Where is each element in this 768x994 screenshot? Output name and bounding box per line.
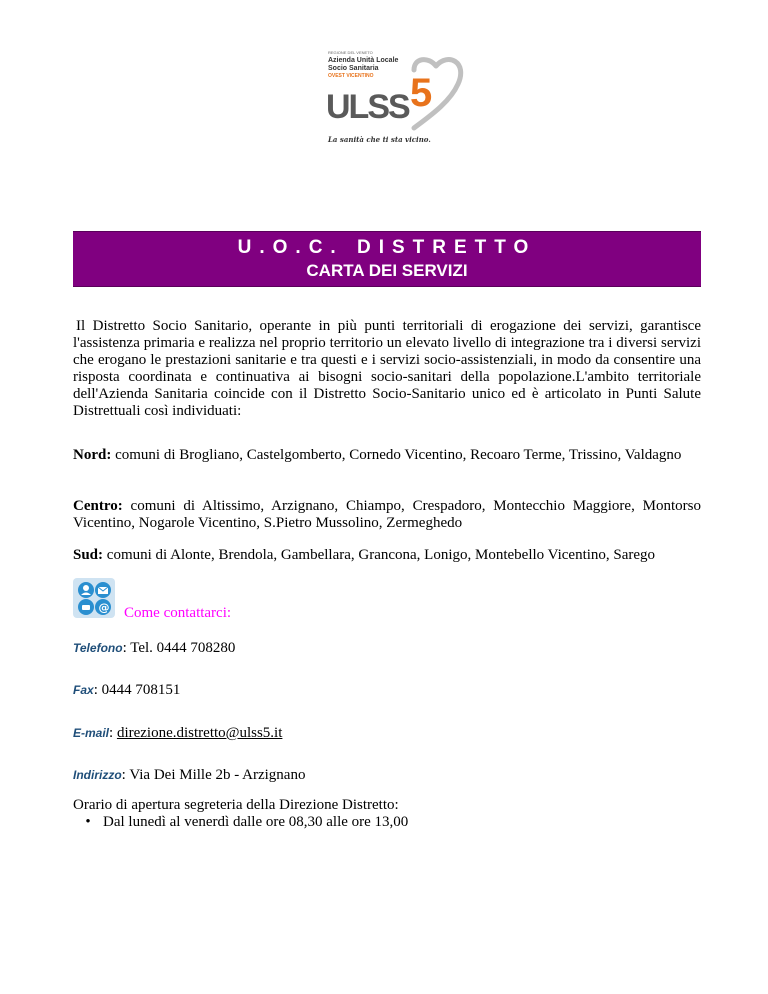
- address-row: [73, 767, 305, 784]
- intro-paragraph: Il Distretto Socio Sanitario, operante in più punti territoriali di erogazione dei servizi, garantisce l'assistenza primaria e realizza nel proprio territorio un elevato livello di integrazione tra i diversi servizi che erogano le prestazioni sanitarie e tra questi e i servizi socio-assistenziali, in modo da consentire una risposta coordinata e continuativa ai bisogni socio-sanitari della popolazione.L'ambito territoriale dell'Azienda Sanitaria coincide con il Distretto Socio-Sanitario unico ed è articolato in Punti Salute Distrettuali così individuati:: [73, 318, 701, 419]
- banner-subtitle: CARTA DEI SERVIZI: [306, 261, 468, 280]
- contact-heading-text: Come contattarci: [124, 605, 227, 621]
- hours-heading: Orario di apertura segreteria della Direzione Distretto:: [73, 797, 399, 813]
- email-row: [73, 725, 282, 742]
- logo-number: 5: [410, 71, 433, 115]
- svg-text:@: @: [98, 601, 110, 614]
- contact-heading: [124, 605, 231, 622]
- area-nord-label: Nord:: [73, 447, 112, 463]
- phone-row: [73, 640, 235, 657]
- email-sep: :: [109, 725, 117, 741]
- area-sud-label: Sud:: [73, 547, 104, 563]
- phone-label: Telefono: [73, 641, 123, 655]
- hours-list: [73, 814, 408, 831]
- address-value: : Via Dei Mille 2b - Arzignano: [121, 767, 306, 783]
- logo-brand: ULSS: [326, 88, 409, 126]
- area-sud-text: comuni di Alonte, Brendola, Gambellara, Grancona, Lonigo, Montebello Vicentino, Sarego: [103, 547, 656, 563]
- email-label: E-mail: [73, 726, 110, 740]
- ulss5-logo: [318, 44, 468, 148]
- contact-heading-suffix: :: [226, 605, 232, 621]
- title-banner: [73, 231, 701, 287]
- logo-graphic: [318, 44, 468, 148]
- fax-value: : 0444 708151: [93, 682, 181, 698]
- email-link[interactable]: direzione.distretto@ulss5.it: [116, 725, 283, 741]
- area-nord: [73, 447, 701, 464]
- fax-label: Fax: [73, 683, 94, 697]
- area-sud: [73, 547, 701, 564]
- logo-region-text: REGIONE DEL VENETO: [328, 50, 373, 55]
- logo-line3: OVEST VICENTINO: [328, 73, 374, 79]
- area-nord-text: comuni di Brogliano, Castelgomberto, Cornedo Vicentino, Recoaro Terme, Trissino, Valdagno: [111, 447, 682, 463]
- logo-line1: Azienda Unità Locale: [328, 57, 399, 64]
- area-centro: [73, 498, 701, 532]
- area-centro-text: comuni di Altissimo, Arzignano, Chiampo, Crespadoro, Montecchio Maggiore, Montorso Vicentino, Nogarole Vicentino, S.Pietro Mussolino, Zermeghedo: [73, 498, 701, 531]
- address-label: Indirizzo: [73, 768, 122, 782]
- phone-value: : Tel. 0444 708280: [122, 640, 236, 656]
- logo-line2: Socio Sanitaria: [328, 65, 379, 72]
- bullet-icon: •: [85, 814, 91, 830]
- hours-item: Dal lunedì al venerdì dalle ore 08,30 alle ore 13,00: [103, 814, 409, 830]
- area-centro-label: Centro:: [73, 498, 123, 514]
- banner-title: U.O.C. DISTRETTO: [237, 237, 537, 258]
- fax-row: [73, 682, 180, 699]
- intro-section: [73, 318, 701, 420]
- contact-icon: [73, 578, 115, 618]
- logo-tagline: La sanità che ti sta vicino.: [328, 135, 431, 144]
